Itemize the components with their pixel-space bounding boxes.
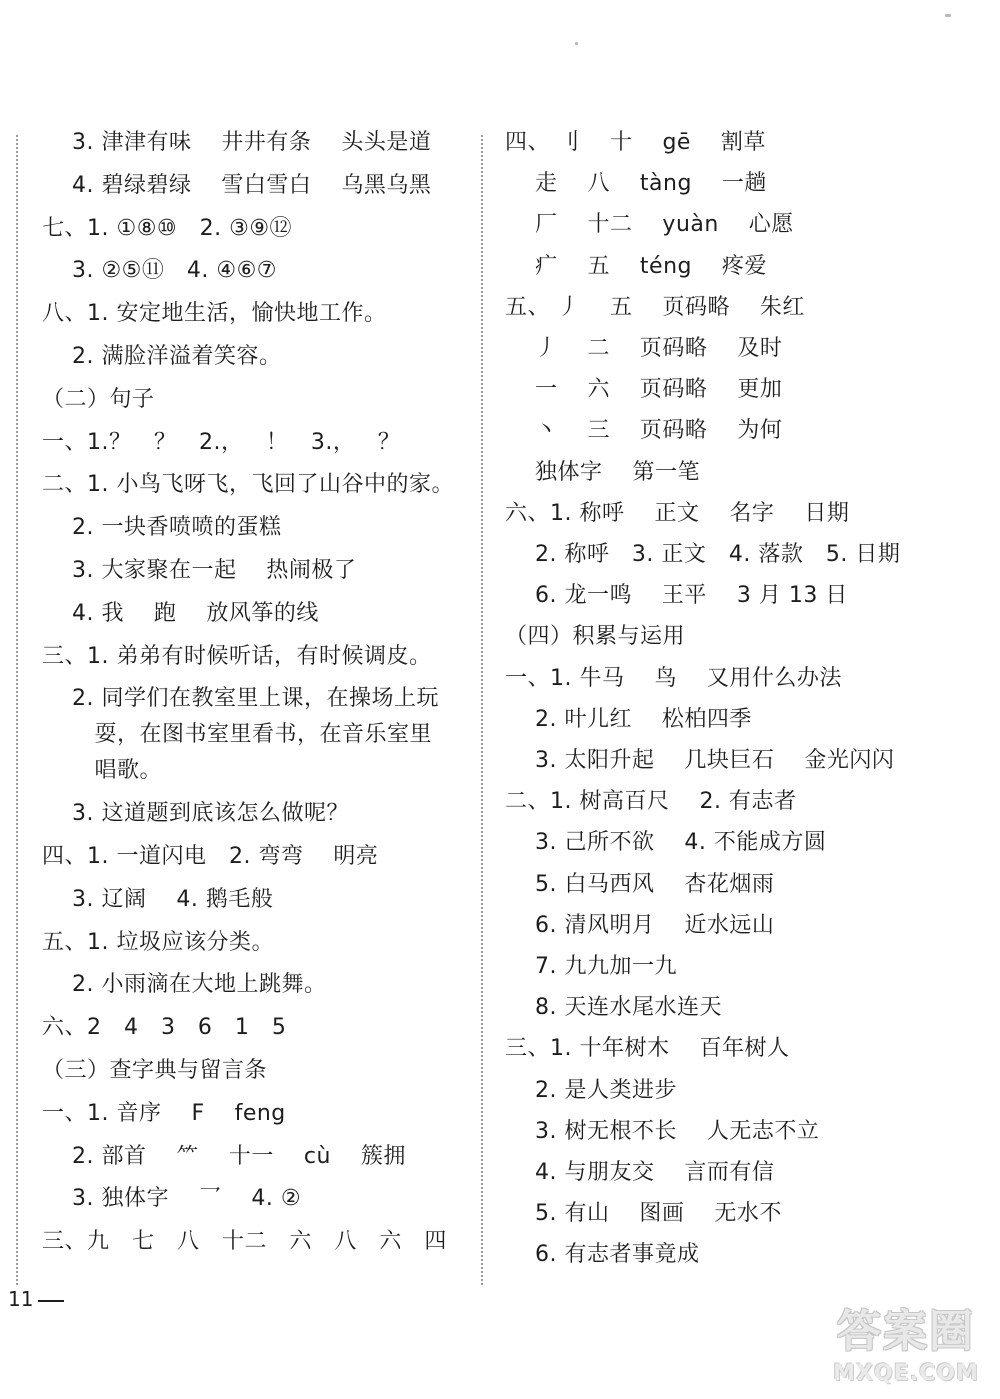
answer-line: 2. 是人类进步 <box>505 1078 677 1103</box>
answer-line: 2. 一块香喷喷的蛋糕 <box>42 515 282 540</box>
answer-line: 8. 天连水尾水连天 <box>505 995 722 1020</box>
answer-line: 二、1. 小鸟飞呀飞，飞回了山谷中的家。 <box>42 472 454 497</box>
answer-line: 八、1. 安定地生活，愉快地工作。 <box>42 301 387 326</box>
answer-line: 2. 称呼 3. 正文 4. 落款 5. 日期 <box>505 542 901 567</box>
answer-line: 厂 十二 yuàn 心愿 <box>505 212 794 237</box>
watermark-site-text: MXQE.COM <box>833 1361 979 1386</box>
answer-line: 4. 碧绿碧绿 雪白雪白 乌黑乌黑 <box>42 173 432 198</box>
answer-line: 3. 独体字 乛 4. ② <box>42 1186 302 1211</box>
answer-line: 3. 这道题到底该怎么做呢？ <box>42 801 349 826</box>
answer-line: 3. 大家聚在一起 热闹极了 <box>42 558 357 583</box>
answer-line: 3. ②⑤⑪ 4. ④⑥⑦ <box>42 258 278 283</box>
answer-line: 2. 叶儿红 松柏四季 <box>505 707 752 732</box>
answer-line: 唱歌。 <box>42 758 162 783</box>
answer-line: 三、九 七 八 十二 六 八 六 四 <box>42 1229 447 1254</box>
answer-line: 一 六 页码略 更加 <box>505 377 783 402</box>
answer-line: 丿 二 页码略 及时 <box>505 336 783 361</box>
watermark-main-text: 答案圈 <box>837 1306 975 1357</box>
scan-speck <box>575 42 578 45</box>
answer-line: 独体字 第一笔 <box>505 460 700 485</box>
answer-line: 2. 满脸洋溢着笑容。 <box>42 344 282 369</box>
answer-line: 四、 刂 十 gē 割草 <box>505 130 766 155</box>
answer-line: 耍，在图书室里看书，在音乐室里 <box>42 722 432 747</box>
left-margin-rule <box>16 135 18 1285</box>
answer-line: 三、1. 十年树木 百年树人 <box>505 1036 790 1061</box>
answer-line: 四、1. 一道闪电 2. 弯弯 明亮 <box>42 844 379 869</box>
answer-line: 3. 树无根不长 人无志不立 <box>505 1119 820 1144</box>
answer-line: （三）查字典与留言条 <box>42 1058 268 1083</box>
answer-line: 七、1. ①⑧⑩ 2. ③⑨⑫ <box>42 216 293 241</box>
answer-line: 3. 辽阔 4. 鹅毛般 <box>42 887 274 912</box>
answer-line: 一、1.？ ？ 2.， ！ 3.， ？ <box>42 430 401 455</box>
watermark-logo <box>822 1305 990 1393</box>
answer-line: 五、1. 垃圾应该分类。 <box>42 930 274 955</box>
answer-line: 5. 白马西风 杏花烟雨 <box>505 872 775 897</box>
answer-line: 三、1. 弟弟有时候听话，有时候调皮。 <box>42 644 432 669</box>
answer-line: 5. 有山 图画 无水不 <box>505 1201 782 1226</box>
answer-line: 六、1. 称呼 正文 名字 日期 <box>505 501 850 526</box>
answer-line: 7. 九九加一九 <box>505 954 677 979</box>
column-divider <box>481 135 483 1285</box>
answer-line: 一、1. 音序 F feng <box>42 1101 286 1126</box>
answer-line: 2. 同学们在教室里上课，在操场上玩 <box>42 686 439 711</box>
answer-line: 4. 我 跑 放风筝的线 <box>42 601 319 626</box>
answer-line: （二）句子 <box>42 387 155 412</box>
answer-line: 2. 小雨滴在大地上跳舞。 <box>42 972 327 997</box>
answer-line: 五、 丿 五 页码略 朱红 <box>505 295 805 320</box>
answer-line: 疒 五 téng 疼爱 <box>505 254 767 279</box>
answer-line: 4. 与朋友交 言而有信 <box>505 1160 775 1185</box>
answer-line: 一、1. 牛马 鸟 又用什么办法 <box>505 666 842 691</box>
answer-line: 3. 太阳升起 几块巨石 金光闪闪 <box>505 748 895 773</box>
answer-line: 丶 三 页码略 为何 <box>505 418 783 443</box>
answer-line: 3. 津津有味 井井有条 头头是道 <box>42 130 432 155</box>
answer-line: 6. 龙一鸣 王平 3 月 13 日 <box>505 583 848 608</box>
answer-line: （四）积累与运用 <box>505 624 686 649</box>
page-number-dash <box>38 1300 64 1302</box>
answer-line: 6. 有志者事竟成 <box>505 1242 700 1267</box>
answer-line: 六、2 4 3 6 1 5 <box>42 1015 287 1040</box>
answer-line: 3. 己所不欲 4. 不能成方圆 <box>505 830 827 855</box>
answer-line: 2. 部首 ⺮ 十一 cù 簇拥 <box>42 1144 406 1169</box>
answer-line: 走 八 tàng 一趟 <box>505 171 767 196</box>
scan-speck <box>945 14 951 17</box>
answer-line: 二、1. 树高百尺 2. 有志者 <box>505 789 797 814</box>
answer-line: 6. 清风明月 近水远山 <box>505 913 775 938</box>
page-number: 11 <box>8 1287 34 1311</box>
